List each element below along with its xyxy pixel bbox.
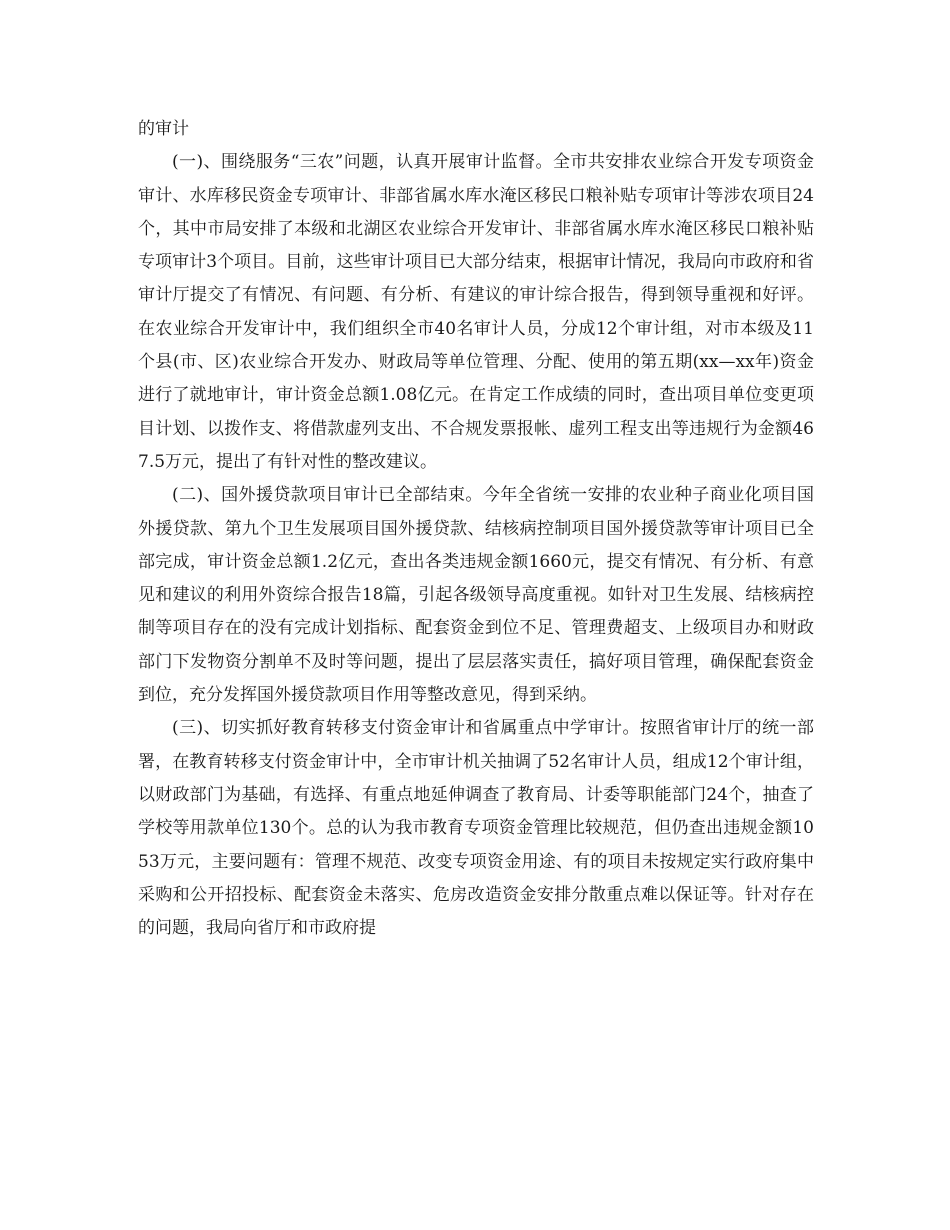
paragraph-education-audit: (三)、切实抓好教育转移支付资金审计和省属重点中学审计。按照省审计厅的统一部署，在教育转移支付资金审计中，全市审计机关抽调了52名审计人员，组成12个审计组，以财政部门为基础，有选择、有重点地延伸调查了教育局、计委等职能部门24个，抽查了学校等用款单位130个。总的认为我市教育专项资金管理比较规范，但仍查出违规金额1053万元，主要问题有：管理不规范、改变专项资金用途、有的项目未按规定实行政府集中采购和公开招投标、配套资金未落实、危房改造资金安排分散重点难以保证等。针对存在的问题，我局向省厅和市政府提	[138, 718, 814, 939]
paragraph-continuation: 的审计	[138, 119, 189, 139]
paragraph-foreign-loan-audit: (二)、国外援贷款项目审计已全部结束。今年全省统一安排的农业种子商业化项目国外援贷款、第九个卫生发展项目国外援贷款、结核病控制项目国外援贷款等审计项目已全部完成，审计资金总额1.2亿元，查出各类违规金额1660元，提交有情况、有分析、有意见和建议的利用外资综合报告18篇，引起各级领导高度重视。如针对卫生发展、结核病控制等项目存在的没有完成计划指标、配套资金到位不足、管理费超支、上级项目办和财政部门下发物资分割单不及时等问题，提出了层层落实责任，搞好项目管理，确保配套资金到位，充分发挥国外援贷款项目作用等整改意见，得到采纳。	[138, 485, 814, 706]
paragraph-agriculture-audit: (一)、围绕服务“三农”问题，认真开展审计监督。全市共安排农业综合开发专项资金审计、水库移民资金专项审计、非部省属水库水淹区移民口粮补贴专项审计等涉农项目24个，其中市局安排了本级和北湖区农业综合开发审计、非部省属水库水淹区移民口粮补贴专项审计3个项目。目前，这些审计项目已大部分结束，根据审计情况，我局向市政府和省审计厅提交了有情况、有问题、有分析、有建议的审计综合报告，得到领导重视和好评。在农业综合开发审计中，我们组织全市40名审计人员，分成12个审计组，对市本级及11个县(市、区)农业综合开发办、财政局等单位管理、分配、使用的第五期(xx—xx年)资金进行了就地审计，审计资金总额1.08亿元。在肯定工作成绩的同时，查出项目单位变更项目计划、以拨作支、将借款虚列支出、不合规发票报帐、虚列工程支出等违规行为金额467.5万元，提出了有针对性的整改建议。	[138, 152, 814, 472]
document-body	[138, 113, 814, 945]
